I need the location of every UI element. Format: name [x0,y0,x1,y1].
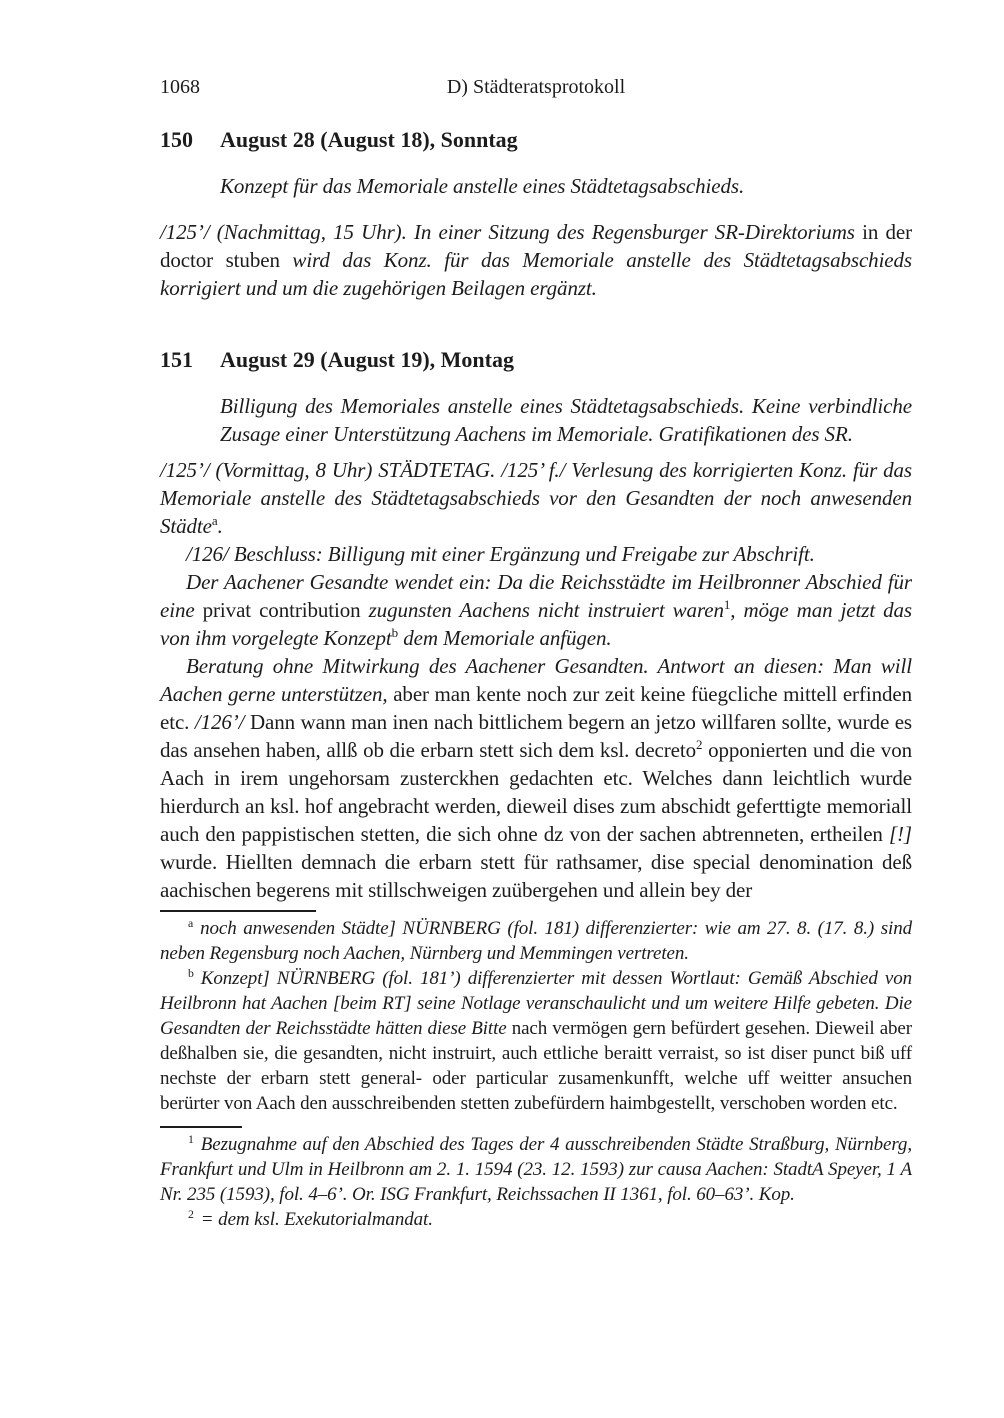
entry-151-heading [160,346,912,374]
letter-footnotes [160,916,912,1116]
entry-151 [160,346,912,904]
letter-footnotes-separator-rule [160,910,316,912]
number-footnotes-separator-rule [160,1126,242,1128]
entry-150-paragraph-1: /125’/ (Nachmittag, 15 Uhr). In einer Sitzung des Regensburger SR-Direktoriums in der doctor stuben wird das Konz. für das Memoriale anstelle des Städtetagsabschieds korrigiert und um die zugehörigen Beilagen ergänzt. [160,220,912,300]
entry-151-summary: Billigung des Memoriales anstelle eines Städtetagsabschieds. Keine verbindliche Zusage einer Unterstützung Aachens im Memoriale. Gratifikationen des SR. [220,394,912,446]
footnote-2: $^2$ = dem ksl. Exekutorialmandat. [188,1207,433,1230]
footnote-1: $^1$ Bezugnahme auf den Abschied des Tages der 4 ausschreibenden Städte Straßburg, Nürnberg, Frankfurt und Ulm in Heilbronn am 2. 1. 1594 (23. 12. 1593) zur causa Aachen: StadtA Speyer, 1 A Nr. 235 (1593), fol. 4–6’. Or. ISG Frankfurt, Reichssachen II 1361, fol. 60–63’. Kop. [160,1132,912,1205]
entry-151-number: 151 [160,347,193,372]
entry-151-date-title: August 29 (August 19), Montag [220,347,514,372]
number-footnotes [160,1132,912,1232]
entry-150-summary: Konzept für das Memoriale anstelle eines Städtetagsabschieds. [220,174,745,198]
page-number: 1068 [160,76,200,98]
entry-151-paragraph-3: Der Aachener Gesandte wendet ein: Da die Reichsstädte im Heilbronner Abschied für eine privat contribution zugunsten Aachens nicht instruiert waren$^1$, möge man jetzt das von ihm vorgelegte Konzept$^b$ dem Memoriale anfügen. [160,570,912,650]
page-header [160,74,912,100]
footnote-a: $^a$ noch anwesenden Städte] NÜRNBERG (fol. 181) differenzierter: wie am 27. 8. (17. 8.) sind neben Regensburg noch Aachen, Nürnberg und Memmingen vertreten. [160,916,912,964]
entry-150-date-title: August 28 (August 18), Sonntag [220,127,518,152]
entry-150 [160,126,912,302]
entry-151-paragraph-4: Beratung ohne Mitwirkung des Aachener Gesandten. Antwort an diesen: Man will Aachen gerne unterstützen, aber man kente noch zur zeit keine füegcliche mittell erfinden etc. /126’/ Dann wann man inen nach bittlichem begern an jetzo willfaren sollte, wurde es das ansehen haben, allß ob die erbarn stett sich dem ksl. decreto$^2$ opponierten und die von Aach in irem ungehorsam zusterckhen gedachten etc. Welches dann leichtlich wurde hierdurch an ksl. hof angebracht werden, dieweil dises zum abschidt geferttigte memoriall auch den pappistischen stetten, die sich ohne dz von der sachen abtrenneten, ertheilen [!] wurde. Hiellten demnach die erbarn stett für rathsamer, dise special denomination deß aachischen begerens mit stillschweigen zuübergehen und allein bey der [160,654,912,902]
entry-150-number: 150 [160,127,193,152]
entry-150-heading [160,126,912,154]
entry-151-paragraph-2: /126/ Beschluss: Billigung mit einer Ergänzung und Freigabe zur Abschrift. [186,542,815,566]
entry-151-paragraph-1: /125’/ (Vormittag, 8 Uhr) STÄDTETAG. /125’ f./ Verlesung des korrigierten Konz. für das Memoriale anstelle des Städtetagsabschieds vor den Gesandten der noch anwesenden Städte$^a$. [160,458,912,538]
running-title: D) Städteratsprotokoll [446,76,626,98]
footnote-b: $^b$ Konzept] NÜRNBERG (fol. 181’) differenzierter mit dessen Wortlaut: Gemäß Abschied von Heilbronn hat Aachen [beim RT] seine Notlage veranschaulicht und um weitere Hilfe gebeten. Die Gesandten der Reichsstädte hätten diese Bitte nach vermögen gern befürdert gesehen. Dieweil aber deßhalben sie, die gesandten, nicht instruirt, auch ettliche beraitt verraist, so ist diser punct biß uff nechste der erbarn stett general- oder particular zusamenkunfft, welche uff weitter ansuchen berürter von Aach den ausschreibenden stetten zubefürdern haimbgestellt, verschoben worden etc. [160,966,912,1114]
